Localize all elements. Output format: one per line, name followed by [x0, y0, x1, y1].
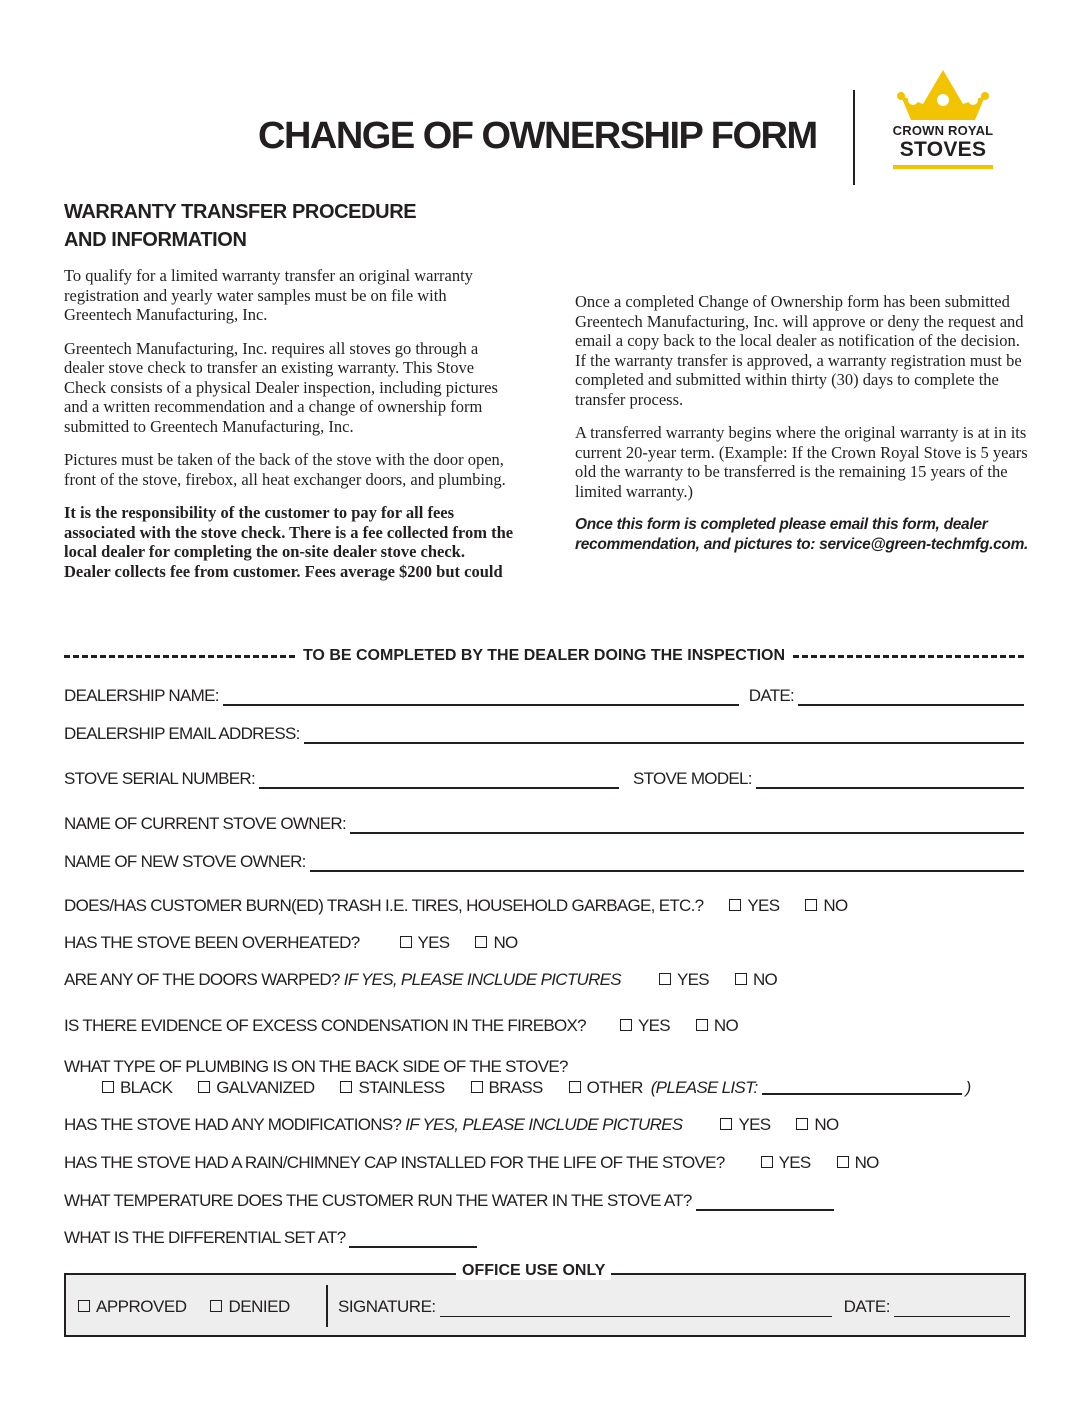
dealership-name-label: DEALERSHIP NAME: — [64, 686, 219, 705]
office-use-box — [64, 1262, 1026, 1337]
checkbox[interactable] — [805, 899, 817, 911]
question-condensation-label: IS THERE EVIDENCE OF EXCESS CONDENSATION IN THE FIREBOX? — [64, 1016, 586, 1035]
question-overheated-label: HAS THE STOVE BEEN OVERHEATED? — [64, 933, 360, 952]
question-temperature — [64, 1187, 834, 1211]
option-label: NO — [854, 1153, 879, 1172]
question-modifications — [64, 1113, 839, 1137]
option-label: NO — [752, 970, 778, 989]
condensation-yes-option[interactable] — [620, 1014, 670, 1038]
plumbing-black-option[interactable] — [102, 1076, 172, 1100]
logo-accent-bar — [893, 165, 993, 169]
doors-no-option[interactable] — [735, 968, 777, 992]
crown-royal-logo — [883, 66, 1003, 176]
option-label: YES — [417, 933, 450, 952]
rain-cap-no-option[interactable] — [837, 1151, 879, 1175]
overheated-no-option[interactable] — [475, 931, 517, 955]
option-label: YES — [747, 896, 780, 915]
new-owner-row — [64, 848, 1024, 872]
question-doors-label: ARE ANY OF THE DOORS WARPED? — [64, 970, 340, 989]
new-owner-field[interactable] — [310, 852, 1024, 872]
office-divider — [326, 1285, 328, 1327]
condensation-no-option[interactable] — [696, 1014, 738, 1038]
signature-label: SIGNATURE: — [338, 1297, 436, 1316]
logo-text-top: CROWN ROYAL — [892, 123, 994, 138]
procedure-paragraph-5: Once a completed Change of Ownership form has been submitted Greentech Manufacturing, Inc. will approve or deny the request and email a copy back to the local dealer as notification of the decision. If the warranty transfer is approved, a warranty registration must be completed and submitted within thirty (30) days to complete the transfer process. — [575, 292, 1024, 409]
current-owner-field[interactable] — [350, 814, 1024, 834]
trash-no-option[interactable] — [805, 894, 847, 918]
overheated-yes-option[interactable] — [400, 931, 450, 955]
question-temperature-label: WHAT TEMPERATURE DOES THE CUSTOMER RUN THE WATER IN THE STOVE AT? — [64, 1191, 692, 1210]
modifications-no-option[interactable] — [796, 1113, 838, 1137]
stove-serial-field[interactable] — [259, 769, 619, 789]
stove-model-field[interactable] — [756, 769, 1024, 789]
option-label: NO — [493, 933, 518, 952]
checkbox[interactable] — [696, 1019, 708, 1031]
procedure-paragraph-3: Pictures must be taken of the back of the stove with the door open, front of the stove, firebox, all heat exchanger doors, and plumbing. — [64, 450, 506, 489]
dealer-section-heading-text: TO BE COMPLETED BY THE DEALER DOING THE INSPECTION — [302, 647, 786, 664]
current-owner-label: NAME OF CURRENT STOVE OWNER: — [64, 814, 347, 833]
question-condensation — [64, 1014, 738, 1038]
approved-option[interactable] — [78, 1297, 186, 1317]
question-doors — [64, 968, 777, 992]
checkbox[interactable] — [569, 1081, 581, 1093]
checkbox[interactable] — [796, 1118, 808, 1130]
option-label: STAINLESS — [358, 1078, 445, 1097]
question-rain-cap-label: HAS THE STOVE HAD A RAIN/CHIMNEY CAP INSTALLED FOR THE LIFE OF THE STOVE? — [64, 1153, 725, 1172]
question-rain-cap — [64, 1151, 879, 1175]
modifications-yes-option[interactable] — [720, 1113, 770, 1137]
procedure-column-left — [64, 266, 514, 595]
option-label: YES — [738, 1115, 771, 1134]
procedure-paragraph-2: Greentech Manufacturing, Inc. requires all stoves go through a dealer stove check to transfer an existing warranty. This Stove Check consists of a physical Dealer inspection, including pictures and a written recommendation and a change of ownership form submitted to Greentech Manufacturing, Inc. — [64, 338, 498, 436]
procedure-paragraph-4: It is the responsibility of the customer to pay for all fees associated with the stove check. There is a fee collected from the local dealer for completing the on-site dealer stove check. Dealer collects fee from customer. Fees average $200 but could — [64, 503, 514, 581]
option-label: GALVANIZED — [216, 1078, 315, 1097]
office-use-heading: OFFICE USE ONLY — [456, 1262, 611, 1280]
option-label: YES — [637, 1016, 670, 1035]
plumbing-other-field[interactable] — [762, 1077, 962, 1095]
dealership-email-row — [64, 720, 1024, 744]
crown-icon — [883, 66, 1003, 124]
question-differential — [64, 1224, 477, 1248]
question-modifications-note: IF YES, PLEASE INCLUDE PICTURES — [405, 1115, 683, 1134]
question-doors-note: IF YES, PLEASE INCLUDE PICTURES — [343, 970, 621, 989]
office-date-label: DATE: — [843, 1297, 890, 1316]
trash-yes-option[interactable] — [729, 894, 779, 918]
question-trash — [64, 894, 847, 918]
procedure-paragraph-6: A transferred warranty begins where the original warranty is at in its current 20-year term. (Example: If the Crown Royal Stove is 5 years old the warranty to be transferred is the remaining 15 years of the limited warranty.) — [575, 423, 1028, 501]
option-label: DENIED — [228, 1297, 290, 1316]
page-title: CHANGE OF OWNERSHIP FORM — [258, 115, 817, 157]
option-label: OTHER — [586, 1078, 643, 1097]
procedure-heading-line1: WARRANTY TRANSFER PROCEDURE — [64, 201, 417, 223]
procedure-paragraph-4-continued — [575, 198, 1030, 276]
option-label: BLACK — [120, 1078, 173, 1097]
option-label: NO — [823, 896, 848, 915]
signature-field[interactable] — [440, 1298, 832, 1317]
header-divider — [853, 90, 855, 185]
dealership-email-field[interactable] — [304, 724, 1024, 744]
checkbox[interactable] — [720, 1118, 732, 1130]
option-label: APPROVED — [96, 1297, 187, 1316]
new-owner-label: NAME OF NEW STOVE OWNER: — [64, 852, 306, 871]
dealership-name-row — [64, 682, 1024, 706]
differential-field[interactable] — [349, 1228, 477, 1248]
question-differential-label: WHAT IS THE DIFFERENTIAL SET AT? — [64, 1228, 346, 1247]
option-label: NO — [713, 1016, 739, 1035]
plumbing-options — [102, 1076, 971, 1100]
procedure-paragraph-1: To qualify for a limited warranty transfer an original warranty registration and yearly water samples must be on file with Greentech Manufacturing, Inc. — [64, 266, 473, 324]
procedure-column-right — [575, 198, 1030, 568]
dashed-rule-right — [793, 655, 1024, 658]
office-date-field[interactable] — [894, 1298, 1010, 1317]
option-label: YES — [778, 1153, 811, 1172]
plumbing-brass-option[interactable] — [471, 1076, 543, 1100]
checkbox[interactable] — [471, 1081, 483, 1093]
temperature-field[interactable] — [696, 1191, 834, 1211]
stove-serial-label: STOVE SERIAL NUMBER: — [64, 769, 255, 788]
question-overheated — [64, 931, 518, 955]
doors-yes-option[interactable] — [659, 968, 709, 992]
stove-serial-row — [64, 765, 1024, 789]
plumbing-galvanized-option[interactable] — [198, 1076, 314, 1100]
checkbox[interactable] — [729, 899, 741, 911]
date-field[interactable] — [798, 686, 1024, 706]
checkbox[interactable] — [475, 936, 487, 948]
email-instructions: Once this form is completed please email this form, dealer recommendation, and pictures to: service@green-techmfg.com. — [575, 516, 1029, 553]
plumbing-other-option[interactable] — [569, 1076, 643, 1100]
please-list-close: ) — [965, 1078, 971, 1097]
please-list-label: (PLEASE LIST: — [650, 1078, 758, 1097]
checkbox[interactable] — [198, 1081, 210, 1093]
office-signature-row — [338, 1293, 1010, 1317]
checkbox[interactable] — [210, 1300, 222, 1312]
office-status-options — [78, 1293, 290, 1317]
question-plumbing-label: WHAT TYPE OF PLUMBING IS ON THE BACK SIDE OF THE STOVE? — [64, 1057, 568, 1076]
option-label: NO — [814, 1115, 839, 1134]
checkbox[interactable] — [78, 1300, 90, 1312]
checkbox[interactable] — [400, 936, 412, 948]
current-owner-row — [64, 810, 1024, 834]
procedure-heading — [64, 198, 534, 254]
procedure-heading-line2: AND INFORMATION — [64, 229, 247, 251]
rain-cap-yes-option[interactable] — [761, 1151, 811, 1175]
question-trash-label: DOES/HAS CUSTOMER BURN(ED) TRASH I.E. TIRES, HOUSEHOLD GARBAGE, ETC.? — [64, 896, 704, 915]
logo-text-bottom: STOVES — [899, 138, 987, 161]
dealer-section-heading — [64, 645, 1024, 667]
checkbox[interactable] — [620, 1019, 632, 1031]
dealership-name-field[interactable] — [223, 686, 739, 706]
checkbox[interactable] — [735, 973, 747, 985]
dashed-rule-left — [64, 655, 295, 658]
checkbox[interactable] — [102, 1081, 114, 1093]
date-label: DATE: — [748, 686, 795, 705]
plumbing-stainless-option[interactable] — [340, 1076, 444, 1100]
question-modifications-label: HAS THE STOVE HAD ANY MODIFICATIONS? — [64, 1115, 402, 1134]
checkbox[interactable] — [837, 1156, 849, 1168]
dealership-email-label: DEALERSHIP EMAIL ADDRESS: — [64, 724, 300, 743]
denied-option[interactable] — [210, 1297, 289, 1317]
checkbox[interactable] — [761, 1156, 773, 1168]
option-label: BRASS — [488, 1078, 543, 1097]
checkbox[interactable] — [659, 973, 671, 985]
option-label: YES — [676, 970, 709, 989]
checkbox[interactable] — [340, 1081, 352, 1093]
stove-model-label: STOVE MODEL: — [633, 769, 752, 788]
